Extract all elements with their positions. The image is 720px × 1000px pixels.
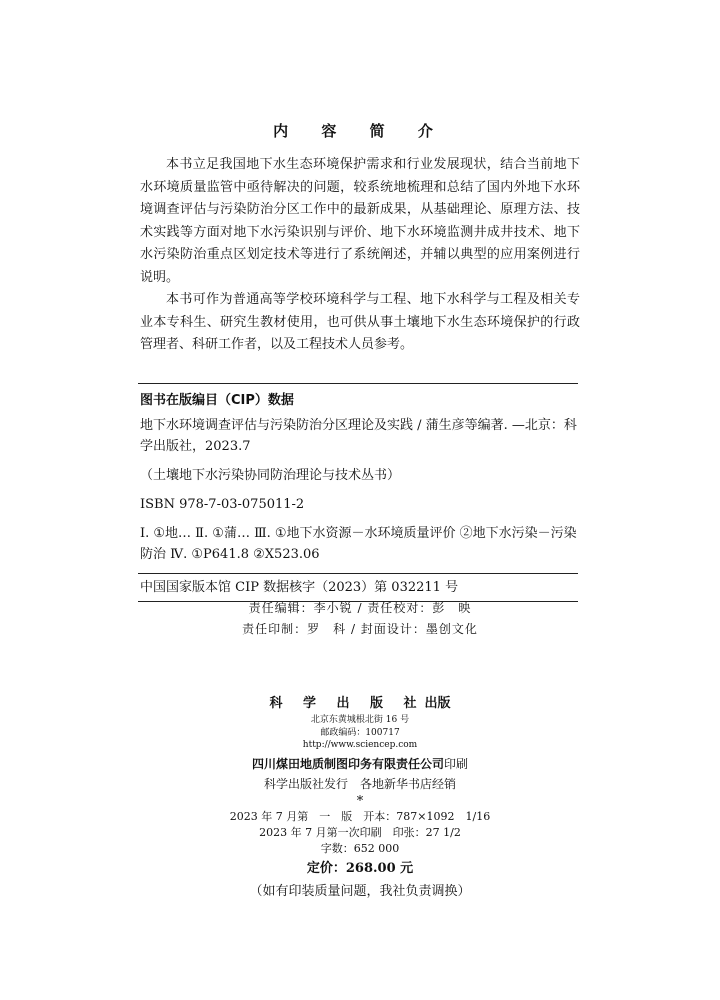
publisher-postcode: 邮政编码：100717 (320, 727, 400, 738)
separator-star: * (356, 794, 364, 809)
publisher-suffix: 出版 (424, 696, 451, 711)
printer-name: 四川煤田地质制图印务有限责任公司 (251, 756, 444, 771)
summary-paragraph-1: 本书立足我国地下水生态环境保护需求和行业发展现状，结合当前地下水环境质量监管中亟待解决的问题，较系统地梳理和总结了国内外地下水环境调查评估与污染防治分区工作中的最新成果，从基础理论、原理方法、技术实践等方面对地下水污染识别与评价、地下水环境监测井成井技术、地下水污染防治重点区划定技术等进行了系统阐述，并辅以典型的应用案例进行说明。 (140, 157, 580, 285)
summary-paragraph-2: 本书可作为普通高等学校环境科学与工程、地下水科学与工程及相关专业本专科生、研究生教材使用，也可供从事土壤地下水生态环境保护的行政管理者、科研工作者，以及工程技术人员参考。 (140, 292, 580, 352)
cip-middle-rule (138, 573, 578, 574)
cip-top-rule (138, 383, 578, 384)
cip-series: （土壤地下水污染协同防治理论与技术丛书） (140, 468, 401, 483)
cip-core-number: 中国国家版本馆 CIP 数据核字（2023）第 032211 号 (140, 580, 459, 595)
publisher-name: 科 学 出 版 社 (269, 696, 425, 711)
publisher-line (0, 694, 720, 714)
editors-line-2: 责任印制：罗 科 / 封面设计：墨创文化 (242, 622, 478, 636)
cip-block (138, 383, 578, 602)
editors-line-1: 责任编辑：李小锐 / 责任校对：彭 映 (248, 601, 472, 615)
cip-title-line: 地下水环境调查评估与污染防治分区理论及实践 / 蒲生彦等编著. —北京：科学出版社，2023.7 (140, 418, 577, 454)
responsible-staff (0, 598, 720, 640)
publisher-address: 北京东黄城根北街 16 号 (310, 715, 410, 725)
quality-note: （如有印装质量问题，我社负责调换） (249, 884, 471, 899)
print-specs (0, 795, 720, 903)
summary-section (140, 154, 580, 357)
word-count: 字数：652 000 (320, 842, 400, 855)
edition-line: 2023 年 7 月第 一 版 开本：787×1092 1/16 (229, 810, 491, 823)
distribution-line: 科学出版社发行 各地新华书店经销 (263, 776, 456, 791)
publisher-website: http://www.sciencep.com (302, 740, 418, 750)
cip-heading: 图书在版编目（CIP）数据 (140, 393, 294, 408)
cip-isbn: ISBN 978-7-03-075011-2 (140, 497, 305, 512)
cip-classification: Ⅰ. ①地… Ⅱ. ①蒲… Ⅲ. ①地下水资源－水环境质量评价 ②地下水污染－污染防治 Ⅳ. ①P641.8 ②X523.06 (140, 526, 577, 562)
price: 定价：268.00 元 (306, 861, 414, 876)
printer-suffix: 印刷 (444, 756, 469, 771)
publisher-block (0, 694, 720, 794)
summary-title: 内 容 简 介 (273, 122, 447, 140)
printer-line (0, 754, 720, 774)
printing-line: 2023 年 7 月第一次印刷 印张：27 1/2 (259, 826, 461, 839)
